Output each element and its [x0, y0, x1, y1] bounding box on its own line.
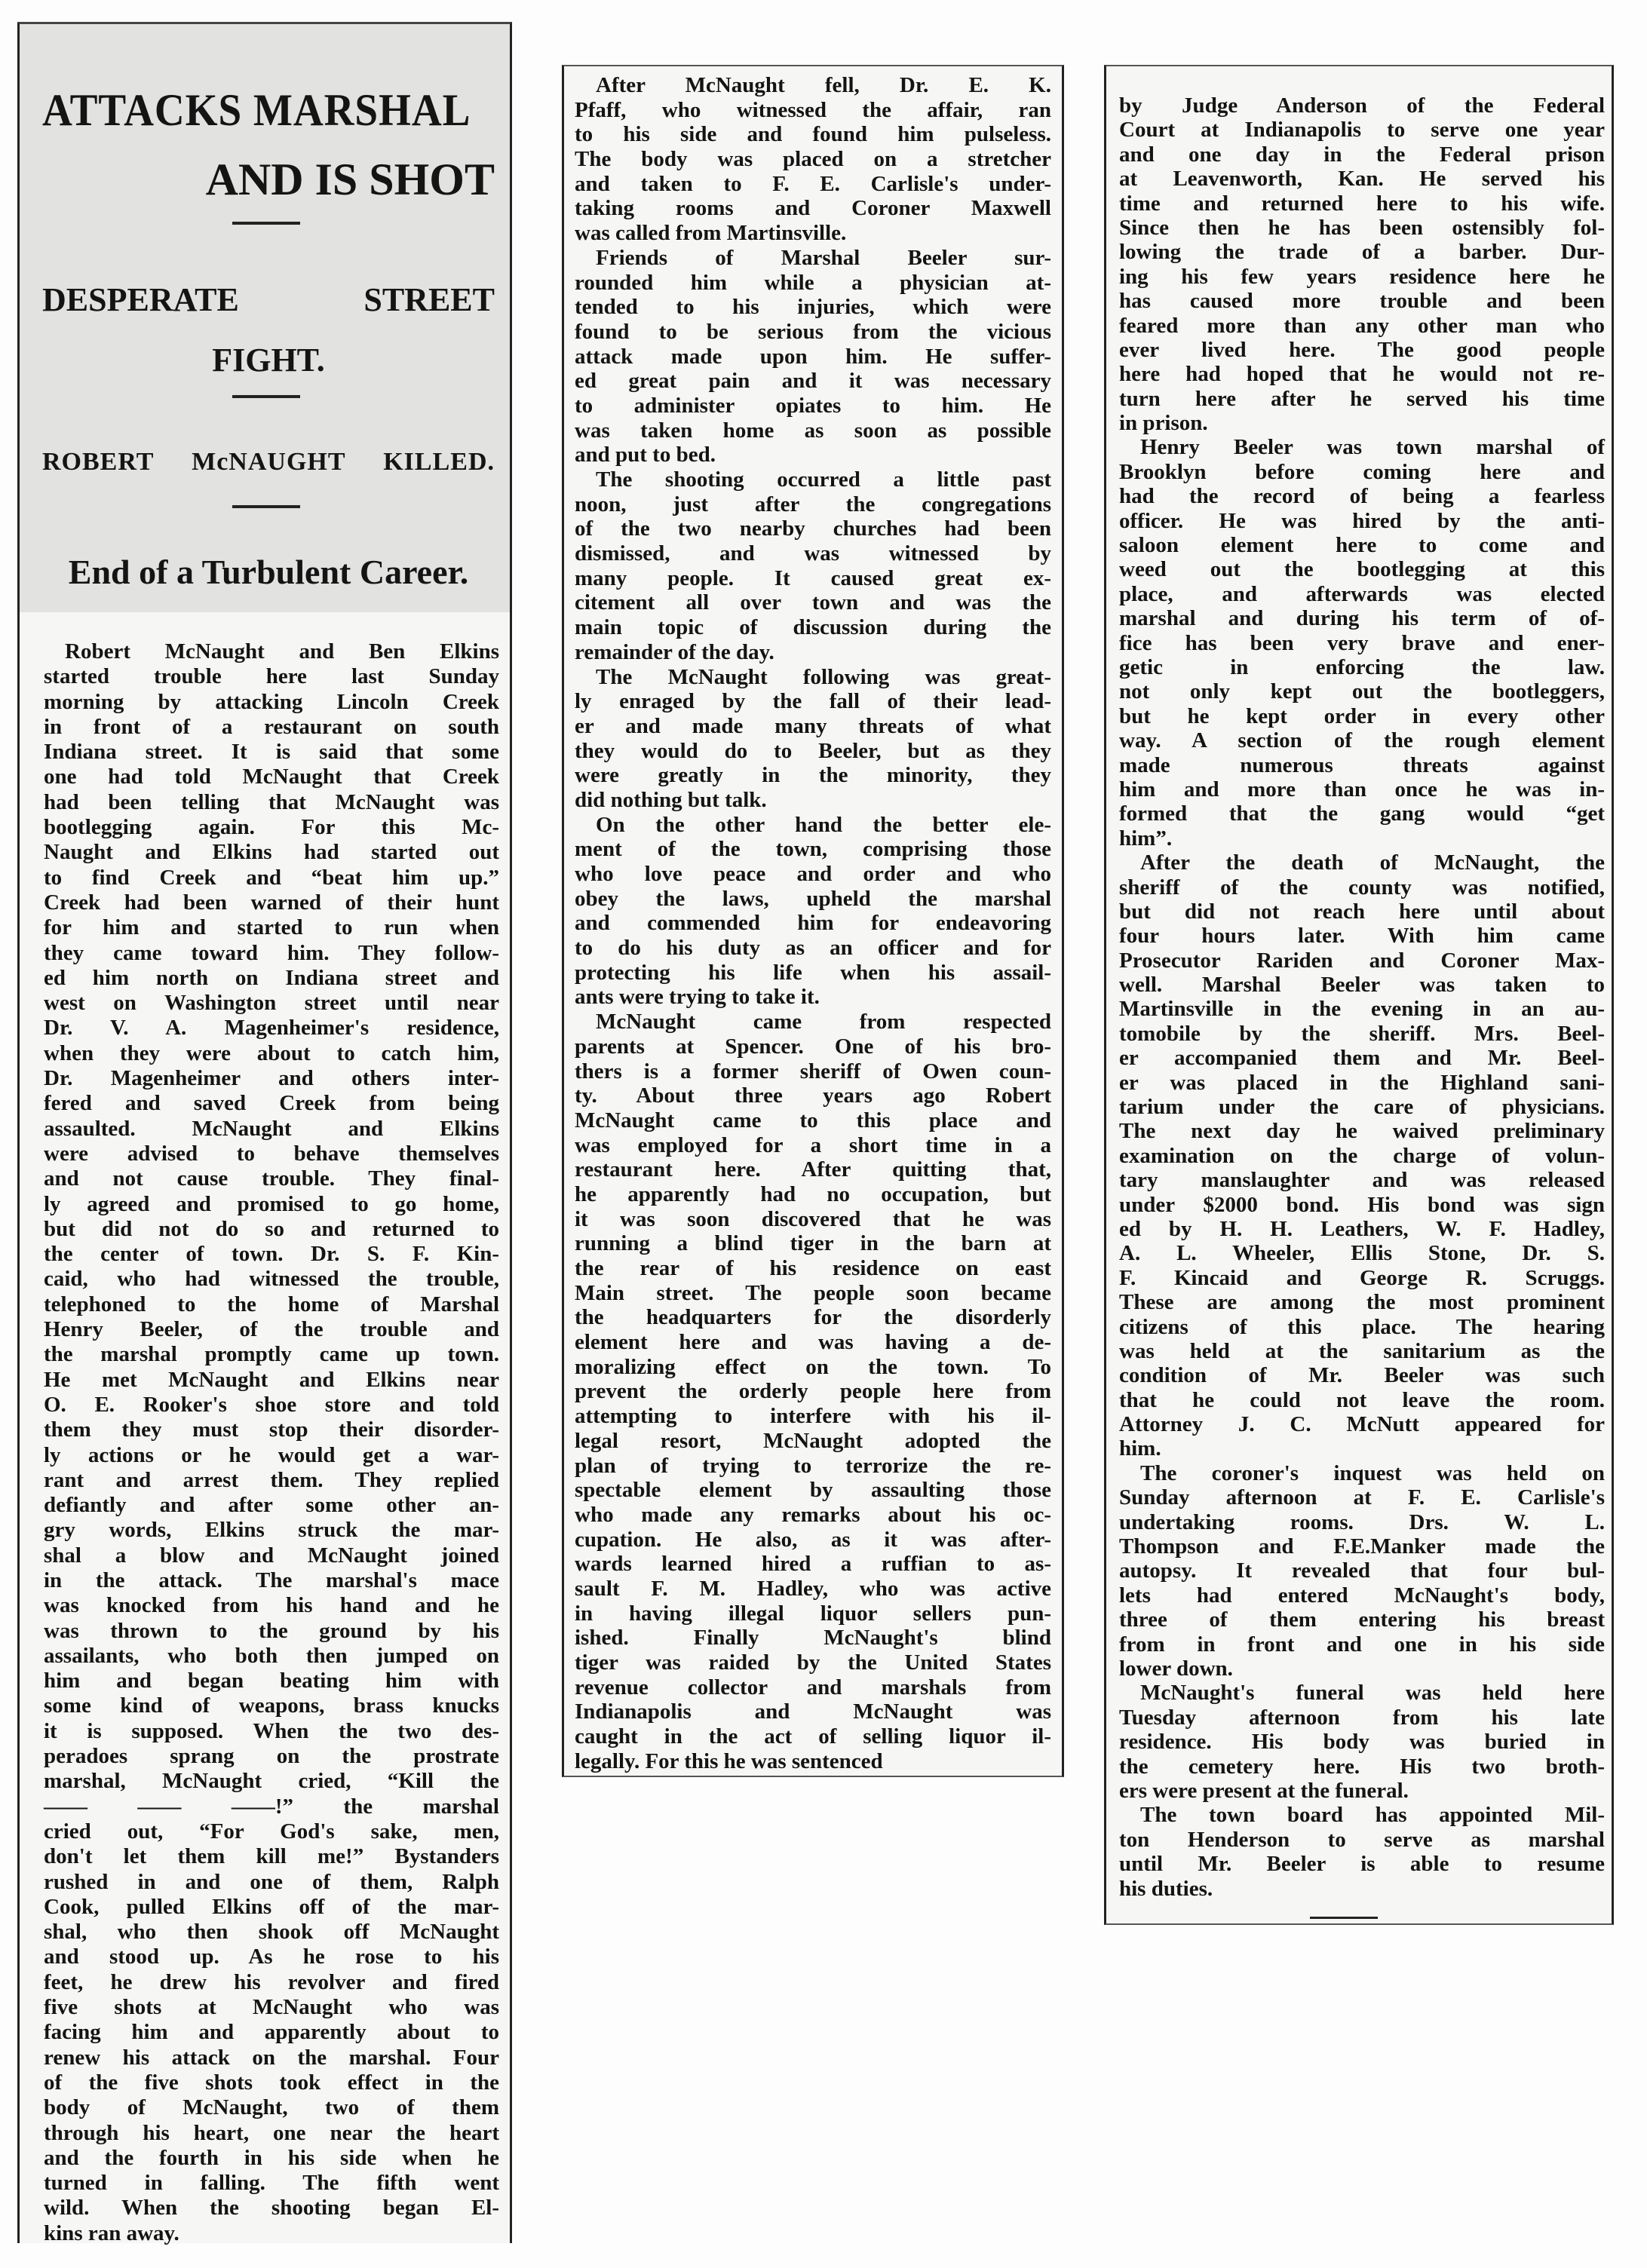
text-line: Thompson and F.E.Manker made the — [1119, 1534, 1605, 1559]
text-line: autopsy. It revealed that four bul- — [1119, 1558, 1605, 1583]
text-line: Indiana street. It is said that some — [44, 740, 499, 765]
text-line: Main street. The people soon became — [575, 1280, 1051, 1305]
text-line: in front of a restaurant on south — [44, 714, 499, 739]
text-line: until Mr. Beeler is able to resume — [1119, 1852, 1605, 1877]
text-line: ing his few years residence here he — [1119, 264, 1605, 289]
text-line: fered and saved Creek from being — [44, 1091, 499, 1116]
text-line: Court at Indianapolis to serve one year — [1119, 118, 1605, 143]
text-line: lets had entered McNaught's body, — [1119, 1583, 1605, 1608]
text-line: were greatly in the minority, they — [575, 763, 1051, 788]
text-line: ty. About three years ago Robert — [575, 1083, 1051, 1108]
text-line: remainder of the day. — [575, 639, 774, 664]
text-line: from in front and one in his side — [1119, 1632, 1605, 1657]
text-line: The next day he waived preliminary — [1119, 1119, 1605, 1144]
column-body — [1119, 93, 1605, 1901]
text-line: He met McNaught and Elkins near — [44, 1367, 499, 1392]
paragraph — [575, 73, 1051, 246]
text-line: examination on the charge of volun- — [1119, 1143, 1605, 1168]
text-line: restaurant here. After quitting that, — [575, 1157, 1051, 1182]
text-line: Dr. Magenheimer and others inter- — [44, 1066, 499, 1091]
text-line: prevent the orderly people here from — [575, 1379, 1051, 1404]
paragraph — [575, 467, 1051, 665]
text-line: telephoned to the home of Marshal — [44, 1292, 499, 1316]
text-line: ed by H. H. Leathers, W. F. Hadley, — [1119, 1216, 1605, 1241]
text-line: shal, who then shook off McNaught — [44, 1920, 499, 1945]
text-line: residence. His body was buried in — [1119, 1730, 1605, 1755]
text-line: citizens of this place. The hearing — [1119, 1314, 1605, 1339]
paragraph — [575, 813, 1051, 1010]
headline-line-1: ATTACKS MARSHAL — [42, 85, 471, 135]
text-line: well. Marshal Beeler was taken to — [1119, 973, 1605, 998]
text-line: him. — [1119, 1436, 1161, 1461]
text-line: ed great pain and it was necessary — [575, 369, 1051, 394]
text-line: citement all over town and was the — [575, 590, 1051, 615]
text-line: The shooting occurred a little past — [596, 467, 1051, 492]
text-line: wild. When the shooting began El- — [44, 2196, 499, 2220]
text-line: er accompanied them and Mr. Beel- — [1119, 1046, 1605, 1071]
text-line: was held at the sanitarium as the — [1119, 1338, 1605, 1363]
text-line: but did not do so and returned to — [44, 1216, 499, 1241]
text-line: Henry Beeler, of the trouble and — [44, 1317, 499, 1342]
text-line: plan of trying to terrorize the re- — [575, 1453, 1051, 1478]
text-line: The McNaught following was great- — [596, 664, 1051, 689]
text-line: has caused more trouble and been — [1119, 289, 1605, 314]
text-line: and put to bed. — [575, 443, 716, 467]
text-line: main topic of discussion during the — [575, 615, 1051, 640]
article-column-3 — [1104, 65, 1614, 1925]
text-line: and the fourth in his side when he — [44, 2145, 499, 2170]
text-line: for him and started to run when — [44, 915, 499, 940]
text-line: marshal and during his term of of- — [1119, 606, 1605, 631]
text-line: er was placed in the Highland sani- — [1119, 1070, 1605, 1095]
text-line: the rear of his residence on east — [575, 1256, 1051, 1280]
text-line: weed out the bootlegging at this — [1119, 557, 1605, 582]
text-line: they came toward him. They follow- — [44, 940, 499, 965]
text-line: er and made many threats of what — [575, 713, 1051, 738]
text-line: shal a blow and McNaught joined — [44, 1543, 499, 1568]
paragraph — [1119, 1461, 1605, 1681]
text-line: formed that the gang would “get — [1119, 801, 1605, 826]
text-line: dismissed, and was witnessed by — [575, 541, 1051, 566]
text-line: and commended him for endeavoring — [575, 911, 1051, 936]
text-line: renew his attack on the marshal. Four — [44, 2045, 499, 2070]
text-line: he apparently had no occupation, but — [575, 1182, 1051, 1206]
text-line: Dr. V. A. Magenheimer's residence, — [44, 1016, 499, 1041]
text-line: started trouble here last Sunday — [44, 664, 499, 689]
text-line: assaulted. McNaught and Elkins — [44, 1116, 499, 1141]
text-line: of the five shots took effect in the — [44, 2070, 499, 2095]
text-line: noon, just after the congregations — [575, 492, 1051, 516]
column-body — [44, 639, 499, 2246]
text-line: the center of town. Dr. S. F. Kin- — [44, 1242, 499, 1267]
text-line: lowing the trade of a barber. Dur- — [1119, 240, 1605, 265]
headline-line-2: AND IS SHOT — [205, 155, 495, 204]
deck-killed: ROBERT McNAUGHT KILLED. — [42, 448, 495, 476]
text-line: Sunday afternoon at F. E. Carlisle's — [1119, 1485, 1605, 1510]
text-line: Pfaff, who witnessed the affair, ran — [575, 97, 1051, 122]
text-line: feet, he drew his revolver and fired — [44, 1969, 499, 1994]
text-line: Henry Beeler was town marshal of — [1140, 435, 1605, 460]
text-line: These are among the most prominent — [1119, 1290, 1605, 1315]
text-line: Friends of Marshal Beeler sur- — [596, 245, 1051, 270]
text-line: ers were present at the funeral. — [1119, 1778, 1409, 1803]
text-line: him”. — [1119, 826, 1173, 851]
text-line: Since then he has been ostensibly fol- — [1119, 215, 1605, 240]
text-line: cried out, “For God's sake, men, — [44, 1819, 499, 1844]
text-line: Attorney J. C. McNutt appeared for — [1119, 1412, 1605, 1437]
text-line: tarium under the care of physicians. — [1119, 1095, 1605, 1120]
text-line: bootlegging again. For this Mc- — [44, 815, 499, 840]
paragraph — [1119, 1681, 1605, 1803]
text-line: the marshal promptly came up town. — [44, 1342, 499, 1367]
text-line: taking rooms and Coroner Maxwell — [575, 196, 1051, 221]
text-line: officer. He was hired by the anti- — [1119, 508, 1605, 533]
text-line: was knocked from his hand and he — [44, 1593, 499, 1618]
deck-rule — [232, 505, 300, 508]
text-line: ished. Finally McNaught's blind — [575, 1626, 1051, 1650]
text-line: ton Henderson to serve as marshal — [1119, 1827, 1605, 1852]
paragraph — [1119, 851, 1605, 1461]
deck-line-1: DESPERATE STREET — [42, 281, 495, 318]
text-line: three of them entering his breast — [1119, 1608, 1605, 1632]
text-line: tomobile by the sheriff. Mrs. Beel- — [1119, 1021, 1605, 1046]
text-line: —— —— ——!” the marshal — [44, 1794, 499, 1819]
text-line: feared more than any other man who — [1119, 313, 1605, 338]
text-line: element here and was having a de- — [575, 1330, 1051, 1355]
text-line: assailants, who both then jumped on — [44, 1643, 499, 1668]
text-line: sheriff of the county was notified, — [1119, 875, 1605, 900]
text-line: him and more than once he was in- — [1119, 777, 1605, 801]
text-line: one had told McNaught that Creek — [44, 765, 499, 789]
text-line: to his side and found him pulseless. — [575, 122, 1051, 147]
article-column-2 — [562, 65, 1064, 1777]
text-line: caid, who had witnessed the trouble, — [44, 1267, 499, 1292]
text-line: attempting to interfere with his il- — [575, 1404, 1051, 1429]
text-line: Robert McNaught and Ben Elkins — [65, 639, 499, 664]
text-line: that he could not leave the room. — [1119, 1387, 1605, 1412]
text-line: McNaught came to this place and — [575, 1108, 1051, 1132]
text-line: when they were about to catch him, — [44, 1041, 499, 1065]
text-line: undertaking rooms. Drs. W. L. — [1119, 1509, 1605, 1534]
text-line: rant and arrest them. They replied — [44, 1467, 499, 1492]
text-line: On the other hand the better ele- — [596, 812, 1051, 837]
deck-rule — [232, 395, 300, 398]
text-line: to administer opiates to him. He — [575, 393, 1051, 418]
text-line: F. Kincaid and George R. Scruggs. — [1119, 1265, 1605, 1290]
text-line: in prison. — [1119, 411, 1208, 436]
text-line: was employed for a short time in a — [575, 1132, 1051, 1157]
text-line: tary manslaughter and was released — [1119, 1168, 1605, 1193]
text-line: defiantly and after some other an- — [44, 1493, 499, 1518]
text-line: to find Creek and “beat him up.” — [44, 865, 499, 890]
text-line: turn here after he served his time — [1119, 386, 1605, 411]
text-line: body of McNaught, two of them — [44, 2095, 499, 2120]
text-line: west on Washington street until near — [44, 991, 499, 1016]
text-line: four hours later. With him came — [1119, 924, 1605, 949]
text-line: sault F. M. Hadley, who was active — [575, 1576, 1051, 1601]
text-line: not only kept out the bootleggers, — [1119, 679, 1605, 704]
text-line: of the two nearby churches had been — [575, 516, 1051, 541]
text-line: revenue collector and marshals from — [575, 1675, 1051, 1699]
text-line: in having illegal liquor sellers pun- — [575, 1601, 1051, 1626]
text-line: were advised to behave themselves — [44, 1141, 499, 1166]
text-line: in the attack. The marshal's mace — [44, 1568, 499, 1592]
text-line: thers is a former sheriff of Owen coun- — [575, 1059, 1051, 1083]
text-line: who made any remarks about his oc- — [575, 1502, 1051, 1527]
text-line: but he kept order in every other — [1119, 703, 1605, 728]
text-line: wards learned hired a ruffian to as- — [575, 1552, 1051, 1577]
text-line: place, and afterwards was elected — [1119, 581, 1605, 606]
text-line: rushed in and one of them, Ralph — [44, 1869, 499, 1894]
end-rule — [1310, 1917, 1378, 1919]
text-line: legally. For this he was sentenced — [575, 1749, 883, 1773]
text-line: here had hoped that he would not re- — [1119, 362, 1605, 387]
text-line: attack made upon him. He suffer- — [575, 344, 1051, 369]
text-line: After the death of McNaught, the — [1140, 851, 1605, 875]
text-line: legal resort, McNaught adopted the — [575, 1428, 1051, 1453]
text-line: kins ran away. — [44, 2220, 179, 2245]
paragraph — [1119, 435, 1605, 851]
text-line: was thrown to the ground by his — [44, 1618, 499, 1643]
text-line: was called from Martinsville. — [575, 221, 847, 246]
text-line: tiger was raided by the United States — [575, 1650, 1051, 1675]
text-line: to do his duty as an officer and for — [575, 936, 1051, 961]
text-line: morning by attacking Lincoln Creek — [44, 689, 499, 714]
text-line: the cemetery here. His two broth- — [1119, 1754, 1605, 1779]
text-line: but did not reach here until about — [1119, 899, 1605, 924]
text-line: and one day in the Federal prison — [1119, 142, 1605, 167]
paragraph — [1119, 93, 1605, 435]
text-line: many people. It caused great ex- — [575, 565, 1051, 590]
text-line: O. E. Rooker's shoe store and told — [44, 1392, 499, 1417]
text-line: Tuesday afternoon from his late — [1119, 1705, 1605, 1730]
text-line: moralizing effect on the town. To — [575, 1354, 1051, 1379]
text-line: it is supposed. When the two des- — [44, 1718, 499, 1743]
text-line: cupation. He also, as it was after- — [575, 1527, 1051, 1552]
text-line: ed him north on Indiana street and — [44, 965, 499, 990]
paragraph — [1119, 1803, 1605, 1901]
text-line: Cook, pulled Elkins off of the mar- — [44, 1894, 499, 1919]
text-line: some kind of weapons, brass knucks — [44, 1693, 499, 1718]
text-line: saloon element here to come and — [1119, 533, 1605, 558]
text-line: it was soon discovered that he was — [575, 1206, 1051, 1231]
text-line: Prosecutor Rariden and Coroner Max- — [1119, 948, 1605, 973]
headline-rule — [232, 222, 300, 225]
text-line: Creek had been warned of their hunt — [44, 890, 499, 915]
text-line: and taken to F. E. Carlisle's under- — [575, 171, 1051, 196]
text-line: way. A section of the rough element — [1119, 728, 1605, 753]
text-line: Indianapolis and McNaught was — [575, 1699, 1051, 1724]
article-column-1 — [17, 22, 512, 2243]
text-line: turned in falling. The fifth went — [44, 2171, 499, 2196]
text-line: Naught and Elkins had started out — [44, 840, 499, 865]
text-line: obey the laws, upheld the marshal — [575, 886, 1051, 911]
text-line: condition of Mr. Beeler was such — [1119, 1363, 1605, 1388]
text-line: his duties. — [1119, 1876, 1213, 1901]
deck-subtitle: End of a Turbulent Career. — [68, 553, 469, 591]
text-line: ly agreed and promised to go home, — [44, 1191, 499, 1216]
text-line: McNaught came from respected — [596, 1010, 1051, 1034]
text-line: rounded him while a physician at- — [575, 270, 1051, 295]
text-line: peradoes sprang on the prostrate — [44, 1744, 499, 1769]
text-line: tended to his injuries, which were — [575, 295, 1051, 320]
text-line: found to be serious from the vicious — [575, 319, 1051, 344]
text-line: had the record of being a fearless — [1119, 484, 1605, 509]
text-line: had been telling that McNaught was — [44, 789, 499, 814]
paragraph — [575, 246, 1051, 467]
text-line: and not cause trouble. They final- — [44, 1166, 499, 1191]
paragraph — [575, 665, 1051, 813]
text-line: The town board has appointed Mil- — [1140, 1803, 1605, 1828]
text-line: them they must stop their disorder- — [44, 1418, 499, 1442]
text-line: caught in the act of selling liquor il- — [575, 1724, 1051, 1749]
text-line: who love peace and order and who — [575, 862, 1051, 886]
text-line: protecting his life when his assail- — [575, 960, 1051, 985]
text-line: McNaught's funeral was held here — [1140, 1681, 1605, 1706]
text-line: under $2000 bond. His bond was sign — [1119, 1192, 1605, 1217]
column-body — [575, 73, 1051, 1773]
text-line: facing him and apparently about to — [44, 2020, 499, 2045]
paragraph — [575, 1010, 1051, 1773]
text-line: parents at Spencer. One of his bro- — [575, 1034, 1051, 1059]
text-line: The coroner's inquest was held on — [1140, 1460, 1605, 1485]
text-line: at Leavenworth, Kan. He served his — [1119, 167, 1605, 192]
text-line: ants were trying to take it. — [575, 985, 820, 1010]
text-line: through his heart, one near the heart — [44, 2120, 499, 2145]
text-line: A. L. Wheeler, Ellis Stone, Dr. S. — [1119, 1241, 1605, 1266]
text-line: ment of the town, comprising those — [575, 837, 1051, 862]
text-line: spectable element by assaulting those — [575, 1478, 1051, 1503]
text-line: by Judge Anderson of the Federal — [1119, 93, 1605, 118]
text-line: made numerous threats against — [1119, 752, 1605, 777]
text-line: don't let them kill me!” Bystanders — [44, 1844, 499, 1869]
text-line: running a blind tiger in the barn at — [575, 1231, 1051, 1256]
text-line: Martinsville in the evening in an au- — [1119, 997, 1605, 1022]
paragraph — [44, 639, 499, 2246]
text-line: the headquarters for the disorderly — [575, 1305, 1051, 1330]
text-line: Brooklyn before coming here and — [1119, 459, 1605, 484]
text-line: fice has been very brave and ener- — [1119, 630, 1605, 655]
text-line: gry words, Elkins struck the mar- — [44, 1518, 499, 1543]
text-line: him and began beating him with — [44, 1669, 499, 1693]
text-line: time and returned here to his wife. — [1119, 191, 1605, 216]
text-line: The body was placed on a stretcher — [575, 147, 1051, 172]
text-line: lower down. — [1119, 1657, 1233, 1681]
text-line: After McNaught fell, Dr. E. K. — [596, 73, 1051, 97]
text-line: they would do to Beeler, but as they — [575, 738, 1051, 763]
deck-line-2: FIGHT. — [212, 342, 325, 379]
text-line: ever lived here. The good people — [1119, 337, 1605, 362]
text-line: did nothing but talk. — [575, 787, 767, 812]
text-line: ly enraged by the fall of their lead- — [575, 689, 1051, 714]
text-line: was taken home as soon as possible — [575, 418, 1051, 443]
text-line: five shots at McNaught who was — [44, 1995, 499, 2020]
text-line: ly actions or he would get a war- — [44, 1442, 499, 1467]
text-line: getic in enforcing the law. — [1119, 654, 1605, 679]
text-line: and stood up. As he rose to his — [44, 1945, 499, 1969]
text-line: marshal, McNaught cried, “Kill the — [44, 1769, 499, 1794]
